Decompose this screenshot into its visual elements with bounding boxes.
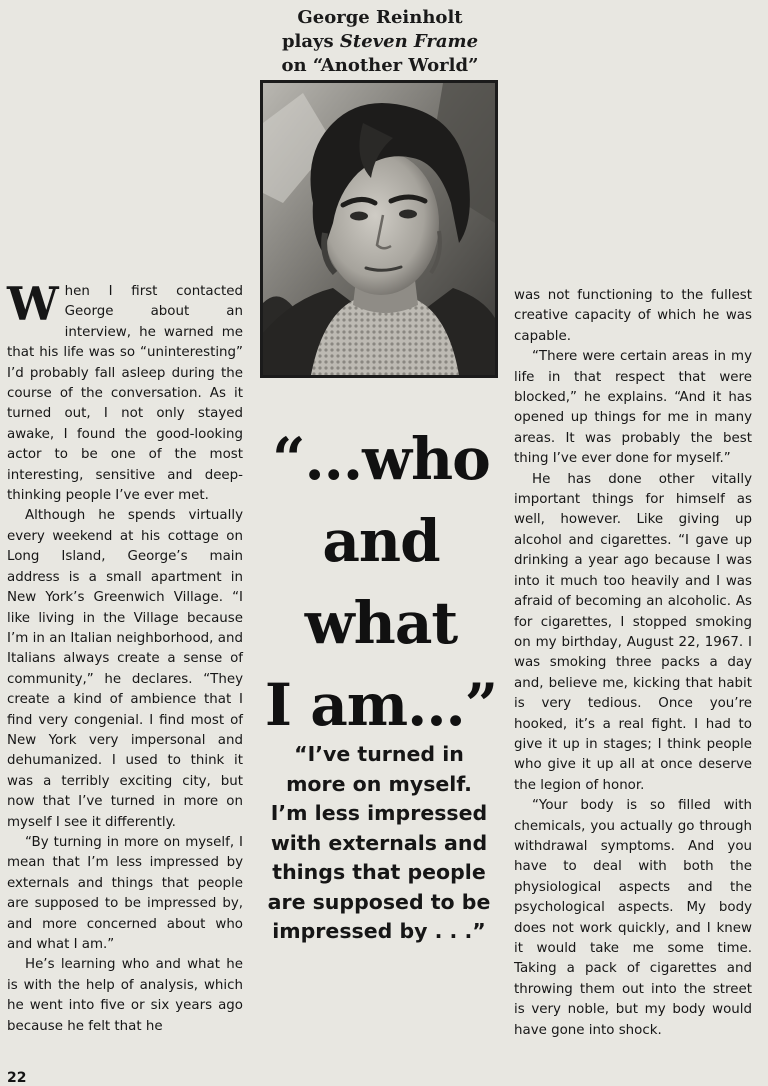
secondary-quote-line: impressed by . . .” [272,919,486,943]
paragraph: “There were certain areas in my life in that respect that were blocked,” he explains. “And it has opened up things for me in many areas. It was probably the best thing I’ve ever done for myself.” [514,349,752,467]
caption-show: on “Another World” [281,55,479,76]
secondary-quote-line: with externals and [270,830,488,855]
article-column-right [514,286,752,1041]
article-column-left [7,277,243,1037]
pull-quote-line: and [322,507,440,575]
page-number: 22 [7,1070,27,1086]
paragraph: When I first contacted George about an interview, he warned me that his life was so “uninteresting” I’d probably fall asleep during the course of the conversation. As it turned out, I not only stayed awake, I found the good-looking actor to be one of the most interesting, sensitive and deep-thinking people I’ve ever met. [7,277,243,504]
pull-quote-headline [250,418,512,746]
pull-quote-line: what [304,589,458,657]
secondary-quote-line: things that people [272,860,486,884]
drop-cap: W [7,277,59,331]
secondary-quote-line: are supposed to be [267,889,491,914]
secondary-quote-line: more on myself. [286,771,472,796]
portrait-illustration [263,83,495,375]
paragraph: “By turning in more on myself, I mean that I’m less impressed by externals and things that people are supposed to be impressed by, and more concerned about who and what I am.” [7,834,243,952]
paragraph: “Your body is so filled with chemicals, you actually go through withdrawal symptoms. And you have to deal with both the physiological aspects and the psychological aspects. My body does not work quickly, and I knew it would take me some time. Taking a pack of cigarettes and throwing them out into the street is very noble, but my body would have gone into shock. [514,798,752,1038]
paragraph: He has done other vitally important things for himself as well, however. Like giving up alcohol and cigarettes. “I gave up drinking a year ago because I was into it much too heavily and I was afraid of becoming an alcoholic. As for cigarettes, I stopped smoking on my birthday, August 22, 1967. I was smoking three packs a day and, believe me, kicking that habit is very tedious. Once you’re hooked, it’s a real fight. I had to give it up in stages; I think people who give it up all at once deserve the legion of honor. [514,471,752,793]
caption-character-name: Steven Frame [339,31,479,52]
paragraph: was not functioning to the fullest creative capacity of which he was capable. [514,288,752,344]
paragraph: Although he spends virtually every weekend at his cottage on Long Island, George’s main address is a small apartment in New York’s Greenwich Village. “I like living in the Village because I’m in an Italian neighborhood, and Italians always create a sense of community,” he declares. “They create a kind of ambience that I find very congenial. I find most of New York very impersonal and dehumanized. I used to think it was a terribly exciting city, but now that I’ve turned in more on myself I see it differently. [7,508,243,830]
secondary-quote-line: “I’ve turned in [294,742,464,766]
caption-name: George Reinholt [297,7,463,28]
caption-role: plays Steven Frame [281,31,479,52]
photo-caption [250,6,510,78]
secondary-quote-line: I’m less impressed [270,801,488,825]
secondary-quote [254,740,504,947]
portrait-photo [260,80,498,378]
pull-quote-line: “...who [272,425,490,493]
paragraph: He’s learning who and what he is with the help of analysis, which he went into five or six years ago because he felt that he [7,957,243,1034]
pull-quote-line: I am...” [264,671,498,739]
